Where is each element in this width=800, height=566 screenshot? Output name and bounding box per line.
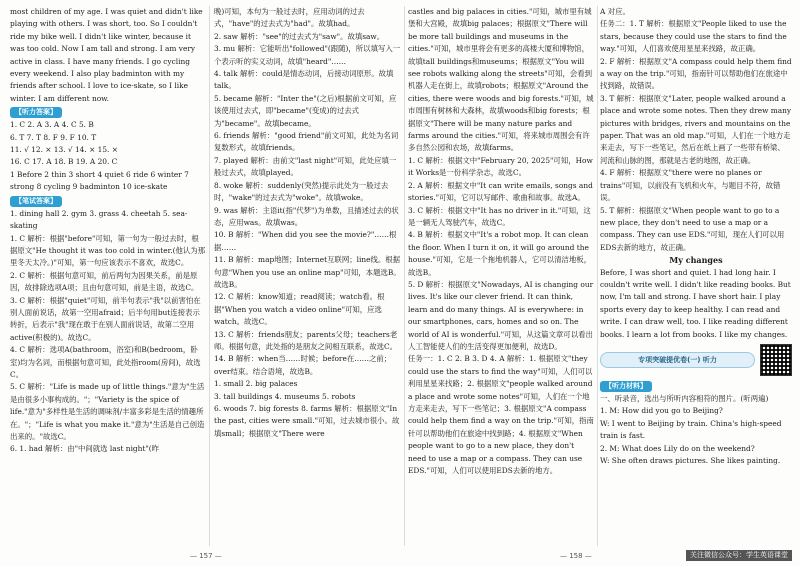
answer-explanation: 3. T 解析：根据原文"Later, people walked around a place and wrote some notes. Then they drew many pictures with bridges, rivers and mountains on the paper. That was an old map."可知，人们在一个地方走来走去，写下一些笔记，然后在纸上画了一些带有桥梁、河流和山脉的图，那就是古老的地图，故正确。 xyxy=(600,93,792,165)
answer-explanation: 11. B 解析：map地图；Internet互联网；line线。根据句意"When you use an online map"可知，本题选B。故选B。 xyxy=(214,255,401,289)
answer-line: 1. C 2. A 3. A 4. C 5. B xyxy=(10,120,94,130)
answer-explanation: 2. A 解析：根据文中"It can write emails, songs and stories."可知，它可以写邮件、歌曲和故事。故选A。 xyxy=(408,180,593,203)
section-header-listening-answers: 【听力答案】 xyxy=(10,107,62,118)
answer-line: 3. tall buildings 4. museums 5. robots xyxy=(214,391,356,401)
banner-label: 专项突破提优卷(一) 听力 xyxy=(600,352,755,368)
answer-explanation: 9. was 解析：主语it(指"代梦")为单数，且描述过去的状态，应用was。故填was。 xyxy=(214,205,399,227)
section-banner xyxy=(600,344,792,376)
answer-explanation: 3. C 解析：根据"quiet"可知，前半句表示"我"以前害怕在别人面前说话，故第一空用afraid；后半句用but连接表示转折，后表示"我"现在敢于在别人面前说话，故第二空用active(积极的)。故选C。 xyxy=(10,295,201,342)
page-number-right: — 158 — xyxy=(560,552,592,560)
answer-line: 1. small 2. big palaces xyxy=(214,379,298,389)
essay-title: My changes xyxy=(669,255,723,266)
listening-line: W: She often draws pictures. She likes painting. xyxy=(600,456,781,465)
answer-explanation: 4. talk 解析：could是情态动词，后接动词原形。故填talk。 xyxy=(214,69,394,91)
answer-explanation: 5. C 解析："Life is made up of little things."意为"生活是由很多小事构成的。"；"Variety is the spice of life."意为"多样性是生活的调味剂/丰富多彩是生活的情趣所在。"；"Life is what you make it."意为"生活是自己创造出来的。"故选C。 xyxy=(10,382,205,441)
answer-explanation: 6. friends 解析："good friend"前文可知，此处为名词复数形式，故填friends。 xyxy=(214,131,399,153)
answer-line: 1. dining hall 2. gym 3. grass 4. cheetah 5. sea-skating xyxy=(10,208,188,231)
answer-explanation: 5. T 解析：根据原文"When people want to go to a new place, they don't need to use a map or a compass. They can use EDS."可知，现在人们可以用EDS去新的地方，故正确。 xyxy=(600,205,785,252)
column-divider xyxy=(209,6,210,546)
answer-explanation: 8. woke 解析：suddenly(突然)提示此处为一般过去时，"wake"的过去式为"woke"。故填woke。 xyxy=(214,180,389,203)
listening-line: 1. M: How did you go to Beijing? xyxy=(600,406,723,416)
column-3 xyxy=(408,6,594,546)
answer-line: 6. T 7. T 8. F 9. F 10. T xyxy=(10,132,97,142)
qr-code-icon xyxy=(760,344,792,376)
answer-explanation: 7. played 解析：由前文"last night"可知，此处应填一般过去式，故填played。 xyxy=(214,155,397,178)
answer-explanation: 6. woods 7. big forests 8. farms 解析：根据原文"In the past, cities were small."可知，过去城市很小。故填small；根据原文"There were xyxy=(214,404,400,438)
answer-explanation: 晚)可知，本句为一般过去时，应用动词的过去式，"have"的过去式为"had"。故填had。 xyxy=(214,7,365,29)
answer-line: 1 Before 2 thin 3 short 4 quiet 6 ride 6 winter 7 strong 8 cycling 9 badminton 10 ice-skate xyxy=(10,169,189,192)
answer-explanation: 13. C 解析：friends朋友；parents父母；teachers老师。根据句意，此处指的是朋友之间相互联系，故选C。 xyxy=(214,329,398,351)
listening-line: 2. M: What does Lily do on the weekend? xyxy=(600,443,755,453)
column-4 xyxy=(600,6,792,546)
answer-explanation: 3. mu 解析：它能听出"followed"(跟随)，所以填写入一个表示听的实义动词，故填"heard"…… xyxy=(214,44,401,66)
answer-explanation: 3. C 解析：根据文中"It has no driver in it."可知，这是一辆无人驾驶汽车，故选C。 xyxy=(408,205,591,227)
page-number-left: — 157 — xyxy=(190,552,222,560)
answer-explanation: 2. saw 解析："see"的过去式为"saw"。故填saw。 xyxy=(214,31,385,41)
listening-task: 一、听录音，选出与所听内容相符的图片。(听两遍) xyxy=(600,393,769,403)
answer-explanation: 1. C 解析：根据"before"可知，第一句为一般过去时，根据原文"He thought it was too cold in winter.(他认为那里冬天太冷。)"可知，第一句应该表示不喜欢，故选C。 xyxy=(10,233,206,268)
answer-explanation: castles and big palaces in cities."可知，城市里有城堡和大宫殿，故填big palaces；根据原文"There will be more tall buildings and museums in the cities."可知，城市里将会有更多的高楼大厦和博物馆，故填tall buildings和museums；根据原文"You will see robots walking along the streets"可知，会看到机器人走在街上，故填robots；根据原文"Around the cities, there were woods and big forests."可知，城市周围有树林和大森林，故填woods和big forests；根据原文"There will be many nature parks and farms around the cities."可知，将来城市周围会有许多自然公园和农场，故填farms。 xyxy=(408,7,594,153)
answer-explanation: 任务一：1. C 2. B 3. D 4. A 解析：1. 根据原文"they could use the stars to find the way"可知，人们可以利用星星来找路；2. 根据原文"people walked around a place and wrote some notes"可知，人们在一个地方走来走去，写下一些笔记；3. 根据原文"A compass could help them find a way on the trip."可知，指南针可以帮助他们在旅途中找到路；4. 根据原文"When people want to go to a new place, they don't need to use a map or a compass. They can use EDS."可知，人们可以使用EDS去新的地方。 xyxy=(408,354,594,476)
section-header-listening-material: 【听力材料】 xyxy=(600,381,652,392)
answer-explanation: 5. D 解析：根据原文"Nowadays, AI is changing our lives. It's like our clever friend. It can think, learn and do many things. AI is everywhere: in our smartphones, cars, homes and so on. The world of AI is wonderful."可知，从这篇文章可以看出人工智能使人们的生活变得更加便利，故选D。 xyxy=(408,279,594,351)
answer-line: 11. √ 12. × 13. √ 14. × 15. × xyxy=(10,145,118,155)
footer-watermark: 关注微信公众号：学生英语课堂 xyxy=(686,550,792,561)
essay-continuation: most children of my age. I was quiet and didn't like playing with others. I was short, too. So I couldn't ride my bike well. I didn't like winter, because it was too cold. Now I am tall and strong. I am very active in class. I have many friends. I go cycling every weekend. I also play badminton with my friends after school. I love to ice-skate, so I like winter. I am different now. xyxy=(10,7,203,103)
column-2 xyxy=(214,6,402,546)
answer-explanation: 4. C 解析：选项A(bathroom，浴室)和B(bedroom，卧室)均为名词，而根据句意可知，此处指room(房间)，故选C。 xyxy=(10,345,201,379)
column-divider xyxy=(597,6,598,546)
answer-explanation: 4. F 解析：根据原文"there were no planes or trains"可知，以前没有飞机和火车，与题目不符，故错误。 xyxy=(600,168,781,203)
answer-explanation: 1. C 解析：根据文中"February 20, 2025"可知，How it Works是一份科学杂志，故选C。 xyxy=(408,155,593,178)
essay-body: Before, I was short and quiet. I had long hair. I couldn't write well. I didn't like reading books. But now, I'm tall and strong. I have short hair. I play sports every day to keep healthy. I can read and write. I can draw well, too. I like reading different books. I learn a lot from books. I like my changes. xyxy=(600,267,791,339)
section-header-written-answers: 【笔试答案】 xyxy=(10,196,62,207)
column-1 xyxy=(10,6,206,546)
page-gutter xyxy=(404,6,405,546)
answer-line: 16. C 17. A 18. B 19. A 20. C xyxy=(10,157,118,167)
answer-explanation: 14. B 解析：when当……时候；before在……之前；over结束。结合语境，故选B。 xyxy=(214,354,392,376)
answer-explanation: 任务二：1. T 解析：根据原文"People liked to use the stars, because they could use the stars to find the way."可知，人们喜欢使用星星来找路，故正确。 xyxy=(600,19,787,54)
answer-explanation: 5. became 解析："Inter the"(之后)根据前文可知，应该使用过去式，即"became"(变成)的过去式为"became"。故填became。 xyxy=(214,93,397,128)
answer-explanation: 10. B 解析："When did you see the movie?"……根据…… xyxy=(214,230,397,252)
answer-explanation: 2. F 解析：根据原文"A compass could help them find a way on the trip."可知，指南针可以帮助他们在旅途中找到路，故错误。 xyxy=(600,56,792,91)
answer-explanation: 12. C 解析：know知道；read阅读；watch看。根据"When you watch a video online"可知，应选watch。故选C。 xyxy=(214,292,385,327)
listening-line: W: I went to Beijing by train. China's high-speed train is fast. xyxy=(600,418,782,441)
answer-explanation: 4. B 解析：根据文中"It's a robot mop. It can clean the floor. When I turn it on, it will go around the house."可知，它是一个拖地机器人，它可以清洁地板，故选B。 xyxy=(408,230,592,277)
answer-explanation: 2. C 解析：根据句意可知，前后两句为因果关系，前是原因，故排除选项A项；且由句意可知，前是主语，故选C。 xyxy=(10,270,199,293)
answer-explanation: 6. 1. had 解析：由"中间就选 last night"(昨 xyxy=(10,444,160,454)
answer-explanation: A 对应。 xyxy=(600,7,630,16)
